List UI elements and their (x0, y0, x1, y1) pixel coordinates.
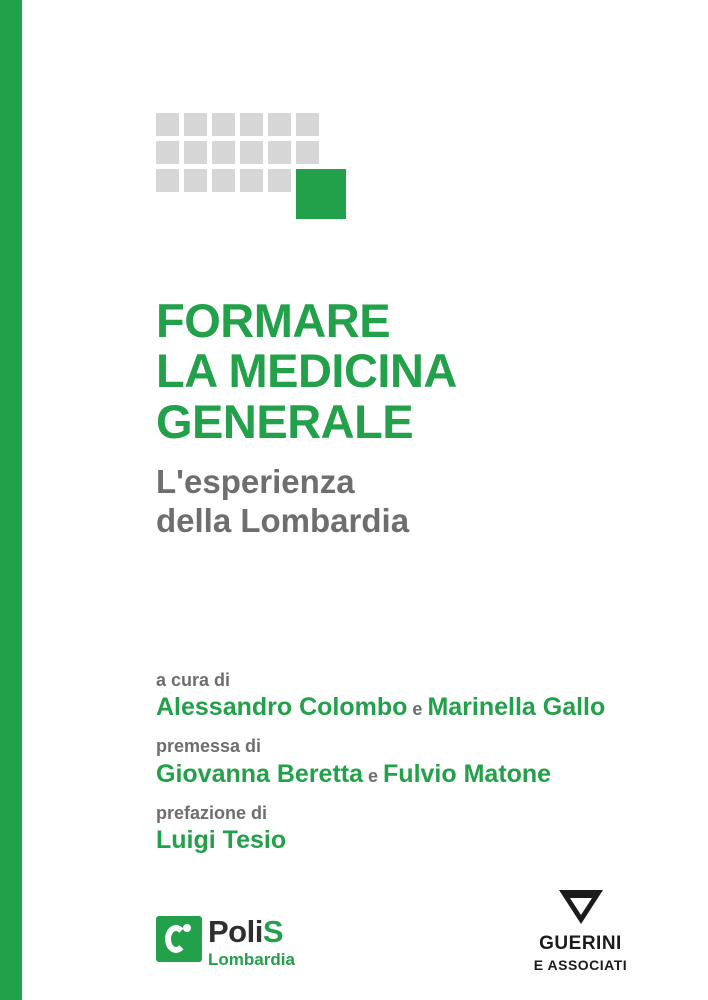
page-title (156, 296, 636, 447)
credits-block (156, 668, 656, 855)
grid-square (184, 169, 207, 192)
polis-mark-icon (156, 916, 202, 962)
grid-square (268, 113, 291, 136)
polis-word-part1: Poli (208, 914, 263, 949)
title-block (156, 296, 636, 541)
grid-square (212, 113, 235, 136)
title-line-1: FORMARE (156, 294, 391, 347)
grid-square-accent (296, 169, 346, 219)
credit-names (156, 825, 656, 855)
grid-square (156, 141, 179, 164)
grid-square (268, 169, 291, 192)
polis-lombardia-logo (156, 912, 306, 970)
grid-square (212, 141, 235, 164)
guerini-associati-logo (508, 890, 653, 973)
credit-group-preface (156, 801, 656, 855)
guerini-wordmark: GUERINI (539, 933, 622, 954)
grid-square (184, 141, 207, 164)
grid-square (268, 141, 291, 164)
polis-word-part2: S (262, 914, 284, 949)
credit-names (156, 692, 656, 722)
grid-square (156, 113, 179, 136)
spine-band (0, 0, 22, 1000)
grid-square (296, 141, 319, 164)
grid-square (296, 113, 319, 136)
credit-name-primary: Alessandro Colombo (156, 693, 408, 722)
credit-role: prefazione di (156, 802, 268, 823)
grid-square (240, 113, 263, 136)
credit-role: premessa di (156, 736, 262, 757)
polis-wordmark (208, 914, 283, 950)
grid-square (240, 169, 263, 192)
subtitle-line-1: L'esperienza (156, 462, 355, 500)
subtitle (156, 463, 636, 541)
credit-name-secondary: Marinella Gallo (427, 693, 606, 722)
credit-names (156, 759, 656, 789)
credit-name-secondary: Fulvio Matone (383, 759, 552, 788)
title-line-3: GENERALE (156, 394, 414, 448)
subtitle-line-2: della Lombardia (156, 501, 410, 539)
grid-square (184, 113, 207, 136)
credit-conjunction: e (407, 699, 428, 720)
credit-group-foreword (156, 734, 656, 788)
grid-square (212, 169, 235, 192)
credit-group-editors (156, 668, 656, 722)
polis-region-label: Lombardia (208, 950, 295, 969)
guerini-associati-label: E ASSOCIATI (533, 957, 628, 973)
credit-name-primary: Luigi Tesio (156, 825, 287, 854)
credit-role: a cura di (156, 670, 231, 690)
title-line-2: LA MEDICINA (156, 344, 457, 398)
grid-square (240, 141, 263, 164)
polis-dot-shape (183, 924, 191, 932)
triangle-icon (559, 890, 603, 924)
spine-divider (22, 0, 27, 1000)
grid-logo (156, 113, 352, 218)
grid-square (156, 169, 179, 192)
credit-conjunction: e (363, 765, 384, 786)
credit-name-primary: Giovanna Beretta (156, 759, 364, 788)
